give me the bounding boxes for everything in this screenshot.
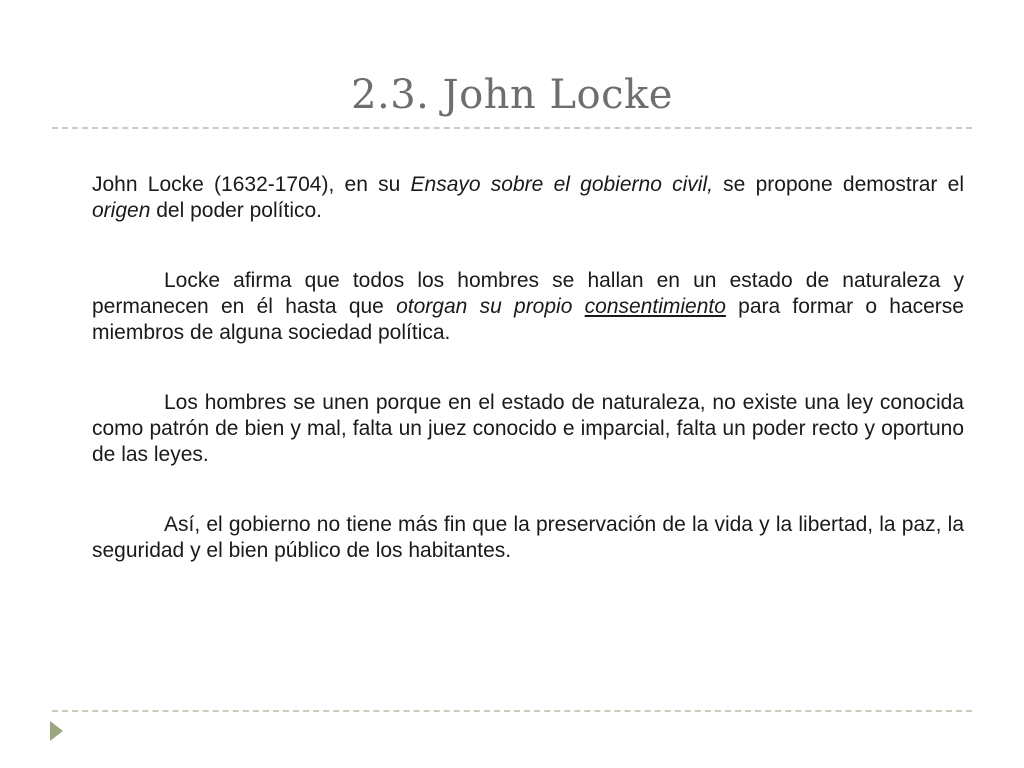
triangle-right-icon (50, 721, 63, 741)
p1-origen: origen (92, 199, 151, 222)
top-divider (52, 127, 972, 129)
paragraph-4: Así, el gobierno no tiene más fin que la preservación de la vida y la libertad, la paz, la seguridad y el bien público de los habitantes. (92, 513, 964, 562)
bottom-divider (52, 710, 972, 712)
p1-book-title: Ensayo sobre el gobierno civil, (410, 173, 713, 196)
p1-text-e: del poder político. (150, 199, 322, 222)
paragraph-2 (92, 268, 964, 346)
paragraph-1 (92, 172, 964, 224)
p2-text-a: Locke afirma que todos los hombres se hallan en un estado de naturaleza y permanecen en él hasta que (92, 269, 964, 318)
p2-text-d: para formar o hacerse miembros de alguna sociedad política. (92, 295, 964, 344)
paragraph-3: Los hombres se unen porque en el estado de naturaleza, no existe una ley conocida como patrón de bien y mal, falta un juez conocido e imparcial, falta un poder recto y oportuno de las leyes. (92, 391, 964, 466)
p1-text-a: John Locke (1632-1704), en su (92, 173, 411, 196)
slide-body (92, 172, 964, 608)
p1-text-c: se propone demostrar el (712, 173, 965, 196)
slide-title: 2.3. John Locke (351, 72, 673, 118)
p2-italic: otorgan su propio (396, 295, 585, 318)
p2-consentimiento: consentimiento (584, 295, 726, 318)
